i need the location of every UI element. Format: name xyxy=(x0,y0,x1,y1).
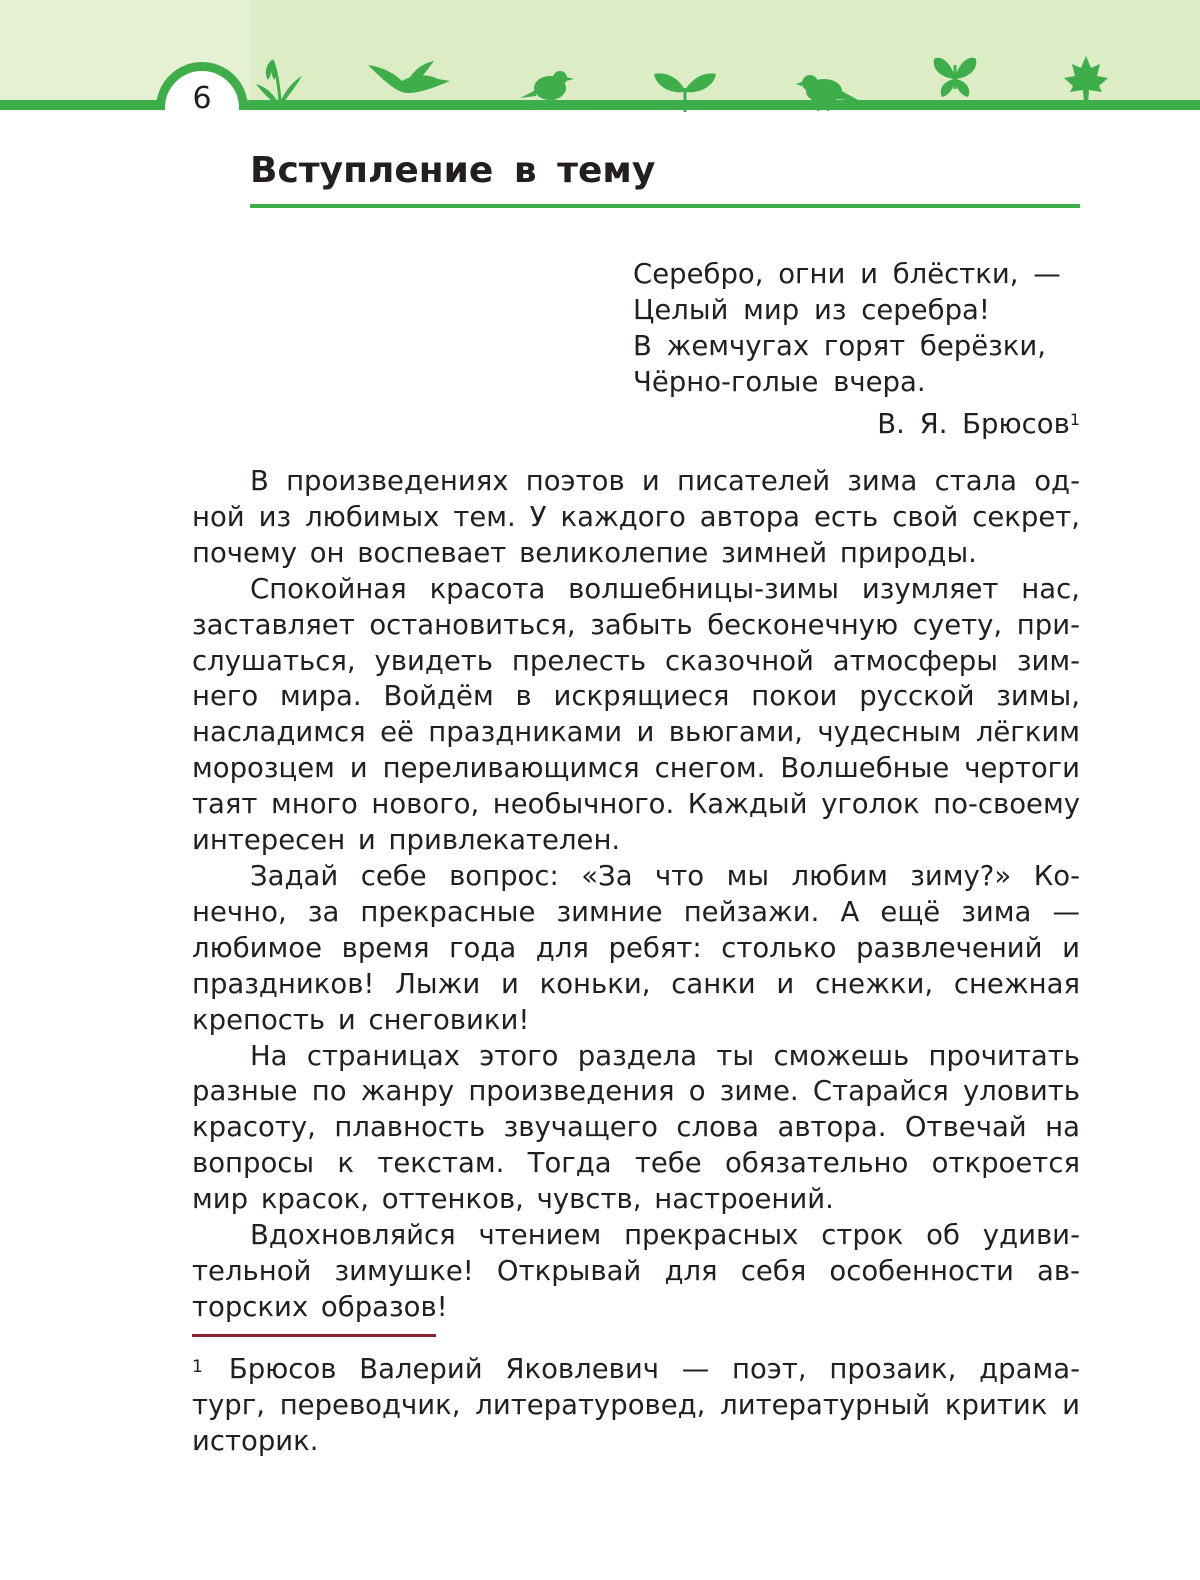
bird-on-branch-icon xyxy=(518,62,574,120)
footnote-marker: 1 xyxy=(192,1357,203,1377)
epigraph xyxy=(633,256,1083,400)
paragraph: В произведениях поэтов и писателей зима стала одной из любимых тем. У каждого автора есть свой секрет, почему он воспевает великолепие зимней природы. xyxy=(192,465,1080,569)
bird-sitting-icon xyxy=(796,62,860,120)
body-text xyxy=(192,464,1080,1326)
paragraph: Спокойная красота волшебницы-зимы изумляет нас, заставляет остановиться, забыть бесконечную суету, прислушаться, увидеть прелесть сказочной атмосферы зимнего мира. Войдём в искрящиеся покои русской зимы, насладимся её праздниками и вьюгами, чудесным лёгким морозцем и переливающимся снегом. Волшебные чертоги таят много нового, необычного. Каждый уголок по-своему интересен и привлекателен. xyxy=(192,572,1080,857)
epigraph-author xyxy=(633,404,1080,444)
footnote-text: Брюсов Валерий Яковлевич — поэт, прозаик, драматург, переводчик, литературовед, литературный критик и историк. xyxy=(192,1353,1080,1457)
footnote-reference: 1 xyxy=(1069,410,1080,429)
epigraph-line: Серебро, огни и блёстки, — xyxy=(633,258,1061,290)
epigraph-line: Целый мир из серебра! xyxy=(633,294,990,326)
footnote-separator xyxy=(192,1334,436,1337)
sprout-icon xyxy=(652,62,718,120)
snowdrop-icon xyxy=(252,46,308,104)
butterfly-icon xyxy=(932,48,978,106)
author-name: В. Я. Брюсов xyxy=(877,408,1070,440)
section-title: Вступление в тему xyxy=(250,150,656,191)
title-underline xyxy=(250,204,1080,208)
page-tab-cover xyxy=(150,110,260,170)
maple-leaf-icon xyxy=(1064,52,1108,110)
epigraph-line: Чёрно-голые вчера. xyxy=(633,366,926,398)
footnote xyxy=(192,1352,1080,1460)
paragraph: На страницах этого раздела ты сможешь прочитать разные по жанру произведения о зиме. Старайся уловить красоту, плавность звучащего слова автора. Отвечай на вопросы к текстам. Тогда тебе обязательно откроется мир красок, оттенков, чувств, настроений. xyxy=(192,1039,1080,1216)
bird-flying-icon xyxy=(368,50,452,108)
paragraph: Вдохновляйся чтением прекрасных строк об удивительной зимушке! Открывай для себя особенности авторских образов! xyxy=(192,1219,1080,1323)
epigraph-line: В жемчугах горят берёзки, xyxy=(633,330,1047,362)
page-number: 6 xyxy=(192,81,212,116)
paragraph: Задай себе вопрос: «За что мы любим зиму?» Конечно, за прекрасные зимние пейзажи. А ещё зима — любимое время года для ребят: столько развлечений и праздников! Лыжи и коньки, санки и снежки, снежная крепость и снеговики! xyxy=(192,859,1080,1036)
